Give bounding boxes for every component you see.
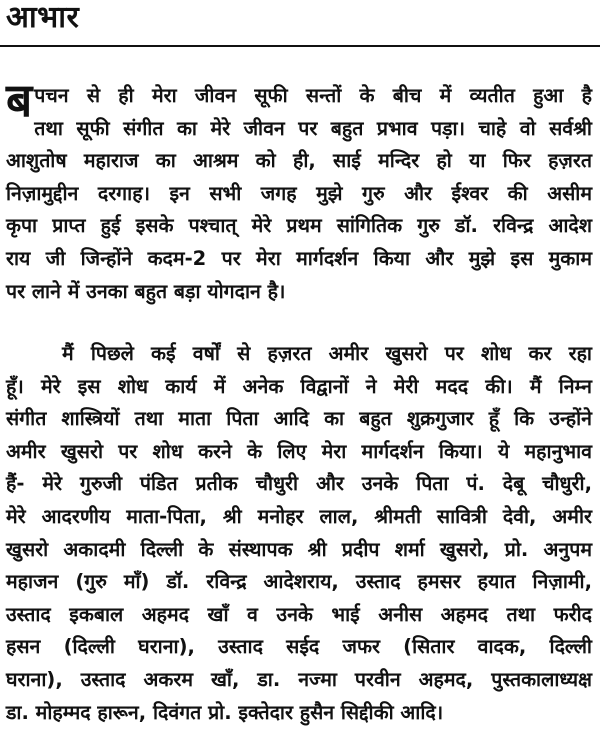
text-line: उस्ताद इकबाल अहमद खाँ व उनके भाई अनीस अहमद तथा फरीद (6, 602, 592, 626)
text-line: निज़ामुद्दीन दरगाह। इन सभी जगह मुझे गुरु और ईश्वर की असीम (6, 181, 592, 205)
text-line: राय जी जिन्होंने कदम-2 पर मेरा मार्गदर्शन किया और मुझे इस मुकाम (6, 246, 592, 270)
drop-cap: ब (6, 73, 33, 127)
text-line: हसन (दिल्ली घराना), उस्ताद सईद जफर (सितार वादक, दिल्ली (6, 635, 592, 659)
text-line: संगीत शास्त्रियों तथा माता पिता आदि का बहुत शुक्रगुजार हूँ कि उन्होंने (6, 407, 592, 431)
text-line: तथा सूफी संगीत का मेरे जीवन पर बहुत प्रभाव पड़ा। चाहे वो सर्वश्री (34, 116, 592, 140)
text-line: पर लाने में उनका बहुत बड़ा योगदान है। (6, 279, 286, 303)
text-line: कृपा प्राप्त हुई इसके पश्चात् मेरे प्रथम सांगितिक गुरु डॉ. रविन्द्र आदेश (6, 214, 592, 238)
text-line: खुसरो अकादमी दिल्ली के संस्थापक श्री प्रदीप शर्मा खुसरो, प्रो. अनुपम (6, 537, 592, 561)
text-line: हूँ। मेरे इस शोध कार्य में अनेक विद्वानों ने मेरी मदद की। मैं निम्न (6, 374, 592, 398)
text-line: महाजन (गुरु माँ) डॉ. रविन्द्र आदेशराय, उस्ताद हमसर हयात निज़ामी, (6, 570, 592, 594)
title-divider (0, 45, 600, 47)
paragraph-childhood (6, 73, 592, 308)
text-line: मेरे आदरणीय माता-पिता, श्री मनोहर लाल, श्रीमती सावित्री देवी, अमीर (6, 504, 592, 528)
text-line: पचन से ही मेरा जीवन सूफी सन्तों के बीच में व्यतीत हुआ है (34, 84, 592, 107)
text-line: मैं पिछले कई वर्षों से हज़रत अमीर खुसरो पर शोध कर रहा (62, 342, 592, 365)
page-title: आभार (6, 0, 80, 35)
text-line: घराना), उस्ताद अकरम खाँ, डा. नज्मा परवीन अहमद, पुस्तकालाध्यक्ष (6, 667, 592, 691)
paragraph-research (6, 338, 592, 729)
text-line: हैं- मेरे गुरुजी पंडित प्रतीक चौधुरी और उनके पिता पं. देबू चौधुरी, (6, 472, 592, 496)
text-line: अमीर खुसरो पर शोध करने के लिए मेरा मार्गदर्शन किया। ये महानुभाव (6, 439, 592, 463)
text-line: आशुतोष महाराज का आश्रम को ही, साई मन्दिर हो या फिर हज़रत (6, 149, 592, 173)
text-line: डा. मोहम्मद हारून, दिवंगत प्रो. इक्तेदार हुसैन सिद्दीकी आदि। (6, 700, 444, 724)
